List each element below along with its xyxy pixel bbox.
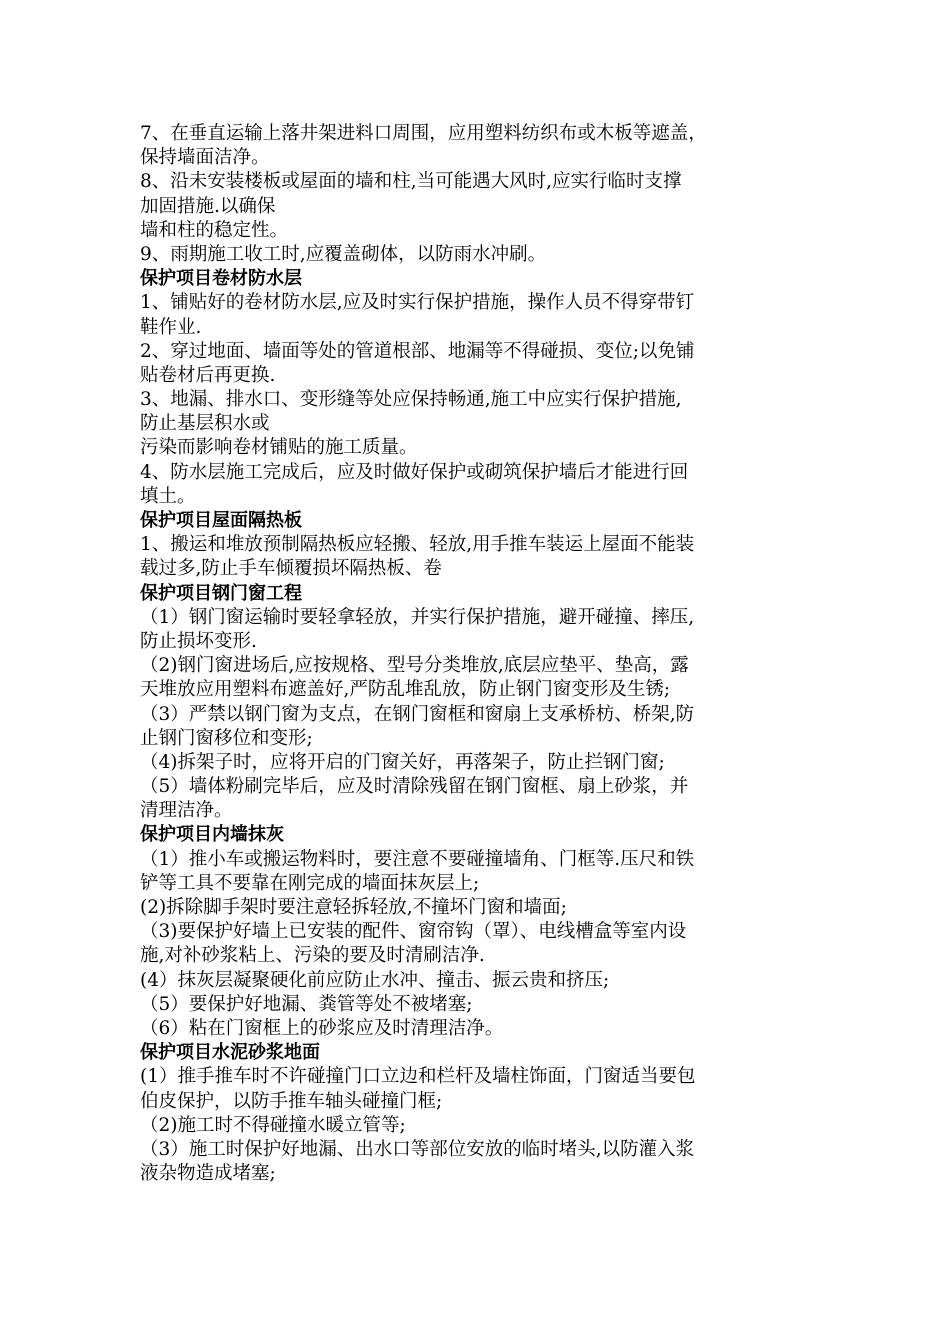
- section-heading: 保护项目水泥砂浆地面: [140, 1042, 320, 1064]
- text-line: （1）钢门窗运输时要轻拿轻放，并实行保护措施，避开碰撞、摔压,: [140, 606, 695, 628]
- text-line: (2)拆除脚手架时要注意轻拆轻放,不撞坏门窗和墙面;: [140, 897, 567, 918]
- text-line: 止钢门窗移位和变形;: [140, 727, 313, 749]
- text-line: 施,对补砂浆粘上、污染的要及时清刷洁净.: [140, 945, 485, 967]
- text-line: (4）抹灰层凝聚硬化前应防止水冲、撞击、振云贵和挤压;: [140, 969, 610, 991]
- text-line: 7、在垂直运输上落井架进料口周围，应用塑料纺织布或木板等遮盖，: [140, 123, 707, 144]
- text-line: 墙和柱的稳定性。: [140, 219, 289, 241]
- section-heading: 保护项目钢门窗工程: [140, 582, 302, 604]
- text-line: （3）施工时保护好地漏、出水口等部位安放的临时堵头,以防灌入浆: [140, 1138, 695, 1160]
- text-line: 防止损坏变形.: [140, 630, 257, 652]
- section-heading: 保护项目屋面隔热板: [140, 510, 302, 531]
- text-line: （5）墙体粉刷完毕后，应及时清除残留在钢门窗框、扇上砂浆，并: [140, 776, 689, 798]
- text-line: 铲等工具不要靠在刚完成的墙面抹灰层上;: [140, 872, 480, 894]
- text-line: （3）严禁以钢门窗为支点，在钢门窗框和窗扇上支承桥枋、桥架,防: [140, 703, 695, 725]
- text-line: （2)钢门窗进场后,应按规格、型号分类堆放,底层应垫平、垫高，露: [140, 655, 689, 677]
- text-line: 1、铺贴好的卷材防水层,应及时实行保护措施，操作人员不得穿带钉: [140, 292, 695, 314]
- text-line: （2)施工时不得碰撞水暖立管等;: [140, 1114, 406, 1136]
- text-line: （5）要保护好地漏、粪管等处不被堵塞;: [140, 993, 473, 1015]
- text-line: （6）粘在门窗框上的砂浆应及时清理洁净。: [140, 1017, 504, 1039]
- text-line: 3、地漏、排水口、变形缝等处应保持畅通,施工中应实行保护措施,: [140, 389, 682, 411]
- text-line: 清理洁净。: [140, 800, 233, 822]
- text-line: 防止基层积水或: [140, 413, 270, 435]
- section-heading: 保护项目内墙抹灰: [140, 824, 284, 846]
- text-line: （1）推小车或搬运物料时，要注意不要碰撞墙角、门框等.压尺和铁: [140, 848, 695, 870]
- document-body: [140, 122, 820, 1186]
- text-line: 加固措施.以确保: [140, 195, 276, 217]
- text-line: 天堆放应用塑料布遮盖好,严防乱堆乱放，防止钢门窗变形及生锈;: [140, 679, 671, 701]
- text-line: 填土。: [140, 485, 196, 507]
- text-line: 液杂物造成堵塞;: [140, 1163, 276, 1185]
- text-line: 4、防水层施工完成后，应及时做好保护或砌筑保护墙后才能进行回: [140, 461, 689, 483]
- text-line: （4)拆架子时，应将开启的门窗关好，再落架子，防止拦钢门窗;: [140, 751, 665, 773]
- text-line: 8、沿未安装楼板或屋面的墙和柱,当可能遇大风时,应实行临时支撑: [140, 171, 682, 193]
- text-line: 污染而影响卷材铺贴的施工质量。: [140, 437, 418, 459]
- text-line: 载过多,防止手车倾覆损坏隔热板、卷: [140, 558, 442, 580]
- text-line: 伯皮保护，以防手推车轴头碰撞门框;: [140, 1090, 443, 1112]
- section-heading: 保护项目卷材防水层: [140, 268, 302, 290]
- text-line: (1）推手推车时不许碰撞门口立边和栏杆及墙柱饰面，门窗适当要包: [140, 1066, 696, 1088]
- text-line: （3)要保护好墙上已安装的配件、窗帘钩（罩）、电线槽盒等室内设: [140, 921, 687, 943]
- text-line: 鞋作业.: [140, 316, 202, 338]
- text-line: 9、雨期施工收工时,应覆盖砌体，以防雨水冲刷。: [140, 243, 547, 265]
- text-line: 贴卷材后再更换.: [140, 364, 276, 386]
- text-line: 2、穿过地面、墙面等处的管道根部、地漏等不得碰损、变位;以免铺: [140, 340, 695, 362]
- text-line: 1、搬运和堆放预制隔热板应轻搬、轻放,用手推车装运上屋面不能装: [140, 534, 695, 556]
- text-line: 保持墙面洁净。: [140, 147, 270, 169]
